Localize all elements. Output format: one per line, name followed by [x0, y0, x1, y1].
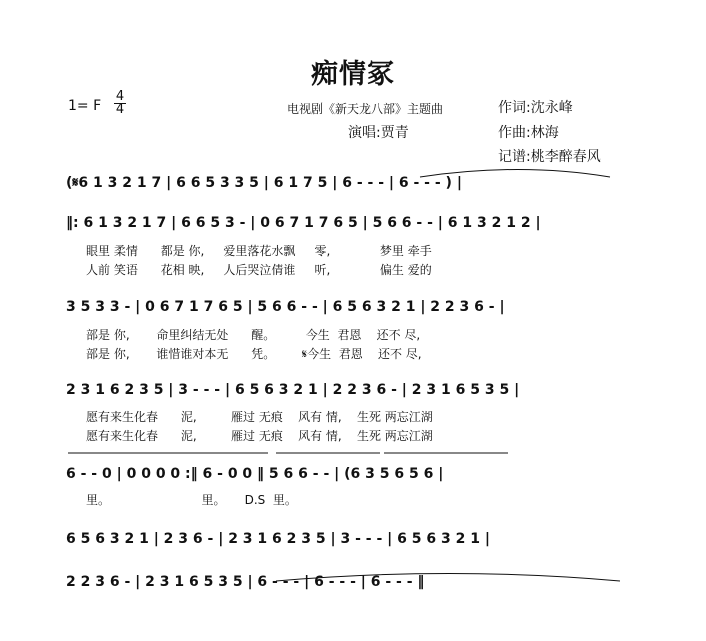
source-note: 电视剧《新天龙八部》主题曲 — [287, 102, 444, 116]
score-line-7: 2 2 3 6 - | 2 3 1 6 5 3 5 | 6 - - - | 6 - - - | 6 - - - ‖ — [66, 574, 425, 590]
score-line-1: (𝄋6 1 3 2 1 7 | 6 6 5 3 3 5 | 6 1 7 5 | 6 - - - | 6 - - - ) | — [66, 175, 462, 191]
time-signature-bottom: 4 — [115, 102, 125, 117]
lyrics-line-1: 眼里 柔情 都是 你, 爱里落花水飘 零, 梦里 牵手 — [86, 244, 432, 258]
slur-mark — [420, 170, 610, 178]
singer: 演唱:贾青 — [348, 125, 409, 141]
lyrics-line-6: 愿有来生化春 泥, 雁过 无痕 风有 情, 生死 两忘江湖 — [86, 429, 433, 443]
key-signature: 1= F — [68, 98, 102, 114]
score-line-6: 6 5 6 3 2 1 | 2 3 6 - | 2 3 1 6 2 3 5 | 3 - - - | 6 5 6 3 2 1 | — [66, 531, 490, 547]
score-line-5: 6 - - 0 | 0 0 0 0 :‖ 6 - 0 0 ‖ 5 6 6 - - | (6 3 5 6 5 6 | — [66, 466, 444, 482]
score-line-3: 3 5 3 3 - | 0 6 7 1 7 6 5 | 5 6 6 - - | 6 5 6 3 2 1 | 2 2 3 6 - | — [66, 299, 505, 315]
lyrics-line-5: 愿有来生化春 泥, 雁过 无痕 风有 情, 生死 两忘江湖 — [86, 410, 433, 424]
lyricist: 作词:沈永峰 — [498, 100, 573, 116]
transcriber: 记谱:桃李醉春风 — [498, 149, 601, 165]
lyrics-line-3: 部是 你, 命里纠结无处 醒。 今生 君恩 还不 尽, — [86, 328, 421, 342]
score-line-2: ‖: 6 1 3 2 1 7 | 6 6 5 3 - | 0 6 7 1 7 6 5 | 5 6 6 - - | 6 1 3 2 1 2 | — [66, 215, 541, 231]
slur-mark — [276, 574, 620, 582]
composer: 作曲:林海 — [498, 125, 559, 141]
lyrics-line-7: 里。 里。 D.S 里。 — [86, 493, 297, 507]
score-line-4: 2 3 1 6 2 3 5 | 3 - - - | 6 5 6 3 2 1 | 2 2 3 6 - | 2 3 1 6 5 3 5 | — [66, 382, 520, 398]
time-signature-top: 4 — [115, 89, 125, 104]
lyrics-line-4: 部是 你, 谁惜谁对本无 凭。 𝄋今生 君恩 还不 尽, — [86, 347, 422, 361]
song-title: 痴情冢 — [311, 59, 395, 90]
lyrics-line-2: 人前 笑语 花相 映, 人后哭泣倩谁 听, 偏生 爱的 — [86, 263, 432, 277]
